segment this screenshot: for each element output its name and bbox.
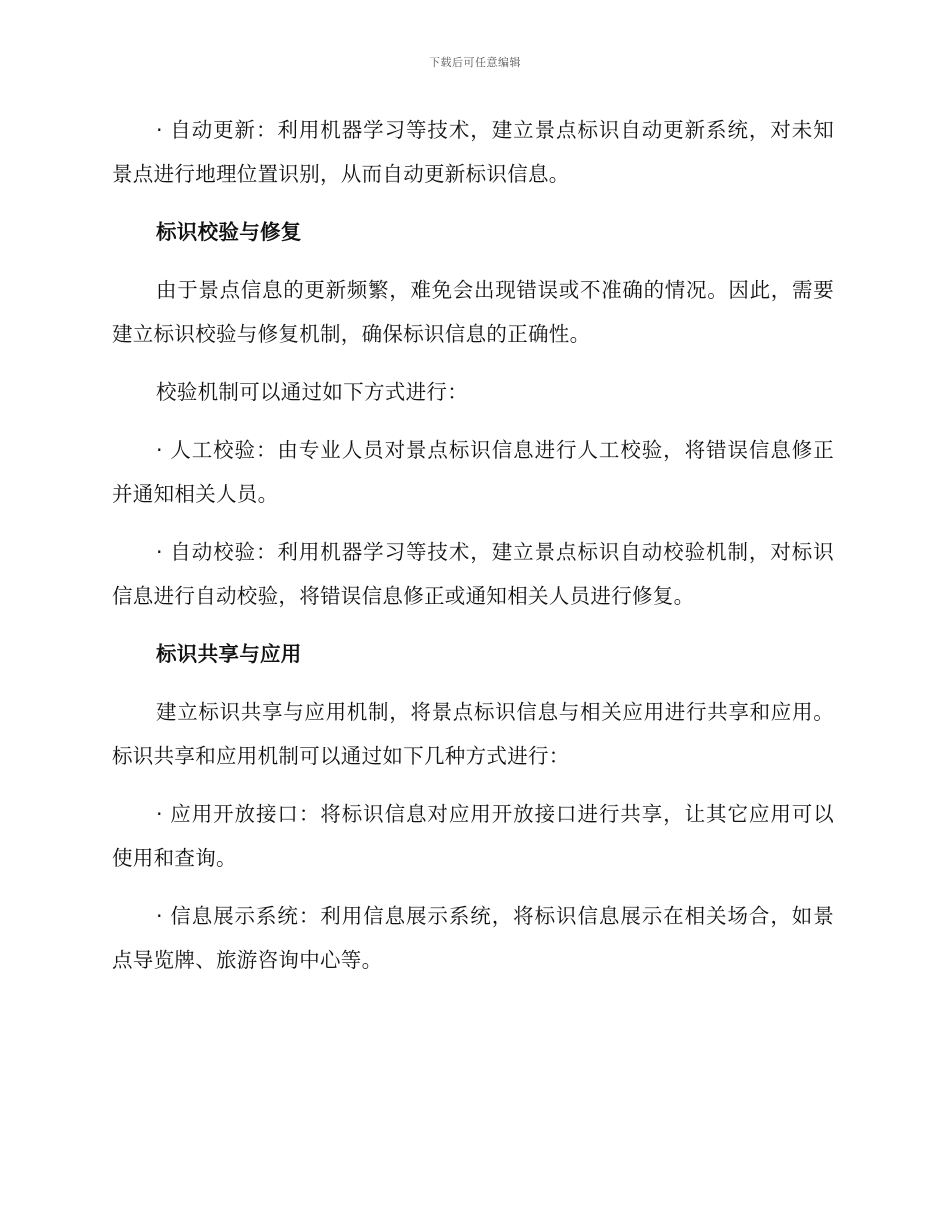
paragraph-verification-methods: 校验机制可以通过如下方式进行： [156, 380, 468, 404]
section-heading-verification: 标识校验与修复 [156, 220, 302, 244]
paragraph-auto-verification: · 自动校验：利用机器学习等技术，建立景点标识自动校验机制，对标识信息进行自动校验，将错误信息修正或通知相关人员进行修复。 [112, 540, 834, 608]
document-body [112, 108, 834, 996]
paragraph-manual-verification: · 人工校验：由专业人员对景点标识信息进行人工校验，将错误信息修正并通知相关人员。 [112, 438, 834, 506]
paragraph-sharing-intro: 建立标识共享与应用机制，将景点标识信息与相关应用进行共享和应用。标识共享和应用机制可以通过如下几种方式进行： [112, 700, 834, 768]
section-heading-sharing: 标识共享与应用 [156, 642, 302, 666]
header-note: 下载后可任意编辑 [429, 56, 521, 69]
paragraph-display-system: · 信息展示系统：利用信息展示系统，将标识信息展示在相关场合，如景点导览牌、旅游咨询中心等。 [112, 904, 834, 972]
paragraph-open-api: · 应用开放接口：将标识信息对应用开放接口进行共享，让其它应用可以使用和查询。 [112, 802, 834, 870]
paragraph-verification-intro: 由于景点信息的更新频繁，难免会出现错误或不准确的情况。因此，需要建立标识校验与修复机制，确保标识信息的正确性。 [112, 278, 834, 346]
paragraph-auto-update: · 自动更新：利用机器学习等技术，建立景点标识自动更新系统，对未知景点进行地理位置识别，从而自动更新标识信息。 [112, 118, 834, 186]
